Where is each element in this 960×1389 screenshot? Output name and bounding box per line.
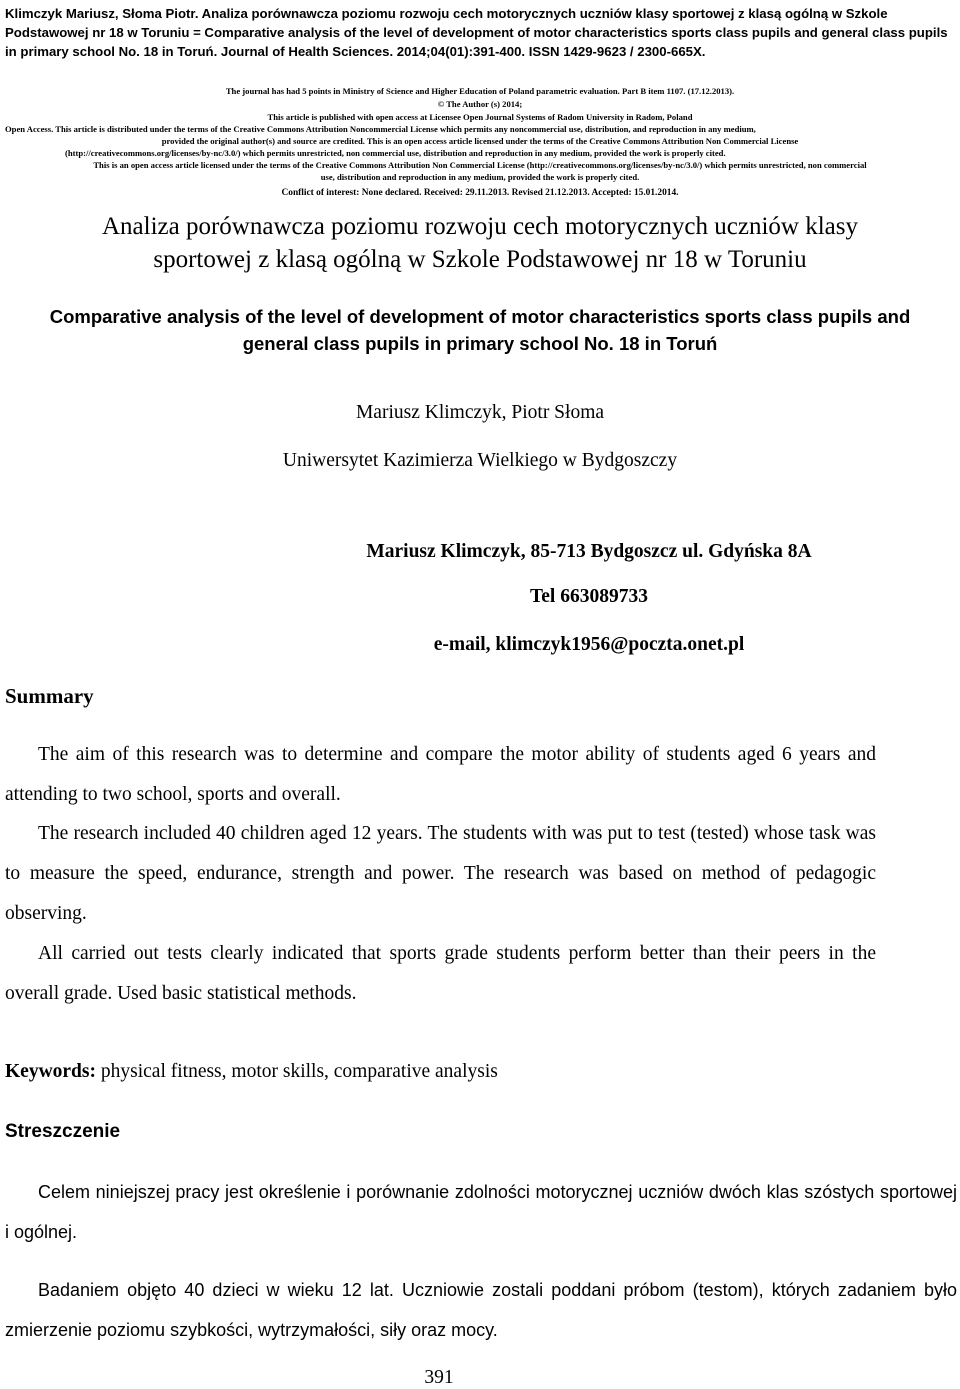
title-english-line-2: general class pupils in primary school No. 18 in Toruń (242, 333, 718, 354)
contact-phone: Tel 663089733 (530, 586, 648, 607)
copyright-note: © The Author (s) 2014; (437, 99, 523, 109)
conflict-note: Conflict of interest: None declared. Received: 29.11.2013. Revised 21.12.2013. Accepted: 15.01.2014. (281, 188, 679, 198)
streszczenie-heading: Streszczenie (5, 1121, 121, 1142)
summary-paragraph-3: All carried out tests clearly indicated that sports grade students perform better than their peers in the overall grade. Used basic statistical methods. (5, 943, 876, 1004)
author-names: Mariusz Klimczyk, Piotr Słoma (355, 402, 605, 423)
author-affiliation: Uniwersytet Kazimierza Wielkiego w Bydgoszczy (282, 450, 678, 471)
contact-email: e-mail, klimczyk1956@poczta.onet.pl (433, 634, 745, 655)
summary-paragraph-1: The aim of this research was to determine and compare the motor ability of students aged 6 years and attending to two school, sports and overall. (5, 744, 876, 805)
title-polish-line-1: Analiza porównawcza poziomu rozwoju cech motorycznych uczniów klasy (102, 213, 858, 240)
summary-heading: Summary (5, 684, 94, 708)
contact-address: Mariusz Klimczyk, 85-713 Bydgoszcz ul. Gdyńska 8A (366, 541, 812, 562)
article-title-english (0, 303, 960, 357)
title-english-line-1: Comparative analysis of the level of development of motor characteristics sports class pupils and (49, 306, 911, 327)
summary-paragraph-2: The research included 40 children aged 12 years. The students with was put to test (tested) whose task was to measure the speed, endurance, strength and power. The research was based on method of pedagogic observing. (5, 823, 876, 924)
license-line-1: Open Access. This article is distributed under the terms of the Creative Commons Attribution Noncommercial License which permits any noncommercial use, distribution, and reproduction in any medium, (5, 124, 756, 134)
license-line-5: use, distribution and reproduction in any medium, provided the work is properly cited. (320, 172, 640, 182)
streszczenie-paragraph-1: Celem niniejszej pracy jest określenie i porównanie zdolności motorycznej uczniów dwóch klas szóstych sportowej i ogólnej. (5, 1182, 957, 1242)
page-number: 391 (424, 1367, 454, 1388)
citation-header: Klimczyk Mariusz, Słoma Piotr. Analiza porównawcza poziomu rozwoju cech motorycznych uczniów klasy sportowej z klasą ogólną w Szkole Podstawowej nr 18 w Toruniu = Comparative analysis of the level of development of motor characteristics sports class pupils and general class pupils in primary school No. 18 in Toruń. Journal of Health Sciences. 2014;04(01):391-400. ISSN 1429-9623 / 2300-665X. (5, 6, 948, 59)
keywords-text: physical fitness, motor skills, comparative analysis (96, 1061, 498, 1082)
publication-note: This article is published with open access at Licensee Open Journal Systems of Radom University in Radom, Poland (267, 112, 693, 122)
keywords-label: Keywords: (5, 1061, 96, 1082)
license-line-3: (http://creativecommons.org/licenses/by-nc/3.0/) which permits unrestricted, non commercial use, distribution and reproduction in any medium, provided the work is properly cited. (65, 148, 726, 158)
license-line-4: This is an open access article licensed under the terms of the Creative Commons Attribution Non Commercial License (http://creativecommons.org/licenses/by-nc/3.0/) which permits unrestricted, non commercial (93, 160, 867, 170)
ministry-note: The journal has had 5 points in Ministry of Science and Higher Education of Poland parametric evaluation. Part B item 1107. (17.12.2013). (225, 86, 735, 96)
license-line-2: provided the original author(s) and source are credited. This is an open access article licensed under the terms of the Creative Commons Attribution Non Commercial License (161, 136, 799, 146)
keywords-line (5, 1061, 498, 1083)
title-polish-line-2: sportowej z klasą ogólną w Szkole Podstawowej nr 18 w Toruniu (153, 246, 807, 273)
article-title-polish (0, 210, 960, 276)
streszczenie-paragraph-2: Badaniem objęto 40 dzieci w wieku 12 lat. Uczniowie zostali poddani próbom (testom), których zadaniem było zmierzenie poziomu szybkości, wytrzymałości, siły oraz mocy. (5, 1280, 957, 1340)
